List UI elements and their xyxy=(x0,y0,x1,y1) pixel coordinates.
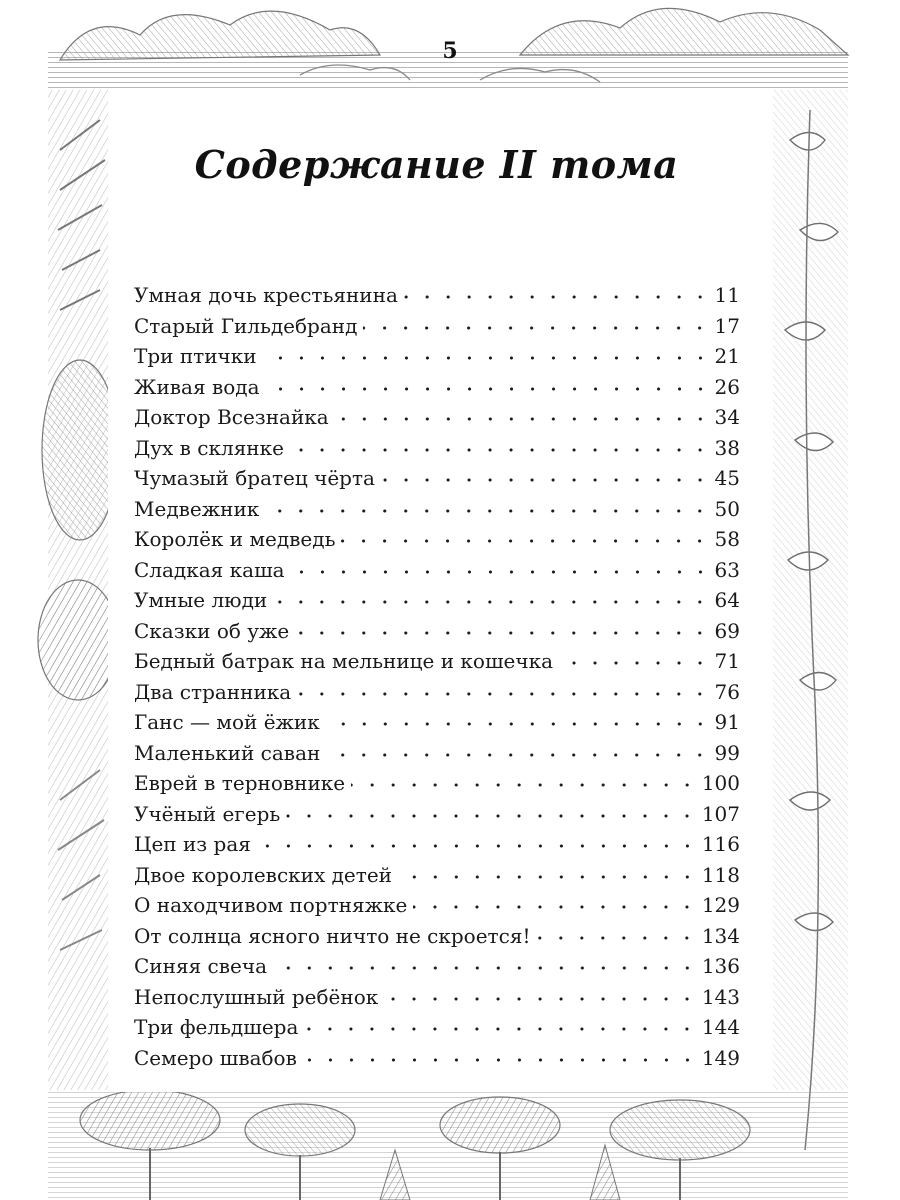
page-title: Содержание II тома xyxy=(194,142,679,187)
toc-entry-page-number: 99 xyxy=(714,740,740,765)
toc-entry-page-number: 116 xyxy=(701,832,740,856)
toc-dot-leader xyxy=(363,313,710,333)
toc-entry-title: Королёк и медведь xyxy=(134,527,336,551)
toc-entry-page-number: 107 xyxy=(701,801,740,826)
toc-entry xyxy=(134,770,740,801)
toc-entry-page-number: 26 xyxy=(714,374,740,399)
toc-dot-leader xyxy=(536,923,697,943)
toc-dot-leader xyxy=(295,618,710,638)
toc-entry-page-number: 118 xyxy=(701,862,740,887)
toc-entry-page-number: 144 xyxy=(701,1015,740,1039)
toc-entry xyxy=(134,923,740,954)
toc-dot-leader xyxy=(404,282,711,302)
toc-entry-title: Медвежник xyxy=(134,496,260,521)
toc-dot-leader xyxy=(290,435,711,455)
toc-entry-title: Умные люди xyxy=(134,588,268,612)
toc-entry xyxy=(134,831,740,862)
toc-entry-title: Маленький саван xyxy=(134,740,321,765)
toc-entry-title: Цеп из рая xyxy=(134,832,251,856)
toc-entry-title: От солнца ясного ничто не скроется! xyxy=(134,923,531,948)
toc-dot-leader xyxy=(257,831,698,851)
toc-dot-leader xyxy=(291,557,711,577)
toc-dot-leader xyxy=(335,404,711,424)
toc-entry-page-number: 11 xyxy=(714,283,740,307)
toc-entry-title: Сказки об уже xyxy=(134,618,290,643)
toc-entry-page-number: 58 xyxy=(714,527,740,551)
toc-entry-title: Умная дочь крестьянина xyxy=(134,283,398,307)
toc-entry xyxy=(134,862,740,893)
toc-entry xyxy=(134,648,740,679)
toc-entry-title: Живая вода xyxy=(134,374,260,399)
toc-dot-leader xyxy=(286,801,698,821)
toc-entry-page-number: 50 xyxy=(714,496,740,521)
toc-entry-page-number: 71 xyxy=(714,649,740,673)
toc-entry-title: Три птички xyxy=(134,344,257,368)
toc-entry xyxy=(134,313,740,344)
toc-entry xyxy=(134,587,740,618)
toc-dot-leader xyxy=(304,1014,697,1034)
toc-entry-page-number: 38 xyxy=(714,435,740,460)
toc-entry-title: Три фельдшера xyxy=(134,1015,299,1039)
right-foliage xyxy=(773,90,848,1150)
toc-entry-title: Старый Гильдебранд xyxy=(134,313,358,338)
toc-entry-page-number: 100 xyxy=(701,771,740,795)
toc-dot-leader xyxy=(381,465,711,485)
toc-entry xyxy=(134,343,740,374)
toc-entry-page-number: 34 xyxy=(714,405,740,429)
toc-dot-leader xyxy=(398,862,698,882)
toc-entry-title: Доктор Всезнайка xyxy=(134,405,329,429)
toc-dot-leader xyxy=(263,343,711,363)
toc-entry-page-number: 45 xyxy=(714,466,740,490)
toc-entry-page-number: 136 xyxy=(701,954,740,978)
toc-entry xyxy=(134,740,740,771)
toc-entry-title: Еврей в терновнике xyxy=(134,771,346,795)
toc-dot-leader xyxy=(351,770,698,790)
toc-dot-leader xyxy=(326,709,711,729)
toc-entry-title: Двое королевских детей xyxy=(134,862,392,887)
toc-entry xyxy=(134,984,740,1015)
toc-entry xyxy=(134,435,740,466)
toc-dot-leader xyxy=(413,892,697,912)
toc-entry-page-number: 149 xyxy=(701,1045,740,1070)
toc-entry-page-number: 76 xyxy=(714,679,740,704)
toc-entry xyxy=(134,526,740,557)
toc-dot-leader xyxy=(297,679,710,699)
toc-entry xyxy=(134,1014,740,1045)
toc-entry-page-number: 17 xyxy=(714,313,740,338)
toc-entry-title: Бедный батрак на мельнице и кошечка xyxy=(134,649,554,673)
toc-entry xyxy=(134,892,740,923)
toc-entry-title: Учёный егерь xyxy=(134,801,281,826)
page-number: 5 xyxy=(442,38,458,64)
toc-entry xyxy=(134,557,740,588)
toc-dot-leader xyxy=(266,374,711,394)
left-foliage xyxy=(38,90,118,1090)
toc-entry xyxy=(134,1045,740,1076)
toc-dot-leader xyxy=(341,526,710,546)
toc-dot-leader xyxy=(559,648,711,668)
toc-entry-title: Синяя свеча xyxy=(134,954,267,978)
toc-entry-page-number: 69 xyxy=(714,618,740,643)
toc-entry xyxy=(134,404,740,435)
toc-entry-page-number: 143 xyxy=(701,984,740,1009)
toc-entry-page-number: 129 xyxy=(701,893,740,917)
toc-entry-title: Ганс — мой ёжик xyxy=(134,710,320,734)
toc-entry-page-number: 91 xyxy=(714,710,740,734)
toc-entry-title: О находчивом портняжке xyxy=(134,893,408,917)
toc-entry-page-number: 63 xyxy=(714,557,740,582)
toc-entry xyxy=(134,465,740,496)
toc-dot-leader xyxy=(273,953,698,973)
bottom-trees xyxy=(48,1090,848,1200)
toc-entry-title: Непослушный ребёнок xyxy=(134,984,379,1009)
table-of-contents xyxy=(134,282,740,1075)
toc-entry xyxy=(134,282,740,313)
toc-entry-title: Дух в склянке xyxy=(134,435,284,460)
toc-entry xyxy=(134,496,740,527)
toc-entry-title: Семеро швабов xyxy=(134,1045,297,1070)
toc-entry-page-number: 64 xyxy=(714,588,740,612)
toc-entry-title: Сладкая каша xyxy=(134,557,285,582)
toc-entry-page-number: 134 xyxy=(701,923,740,948)
toc-dot-leader xyxy=(265,496,710,516)
toc-entry xyxy=(134,679,740,710)
toc-entry xyxy=(134,618,740,649)
toc-dot-leader xyxy=(303,1045,698,1065)
toc-entry-title: Два странника xyxy=(134,679,292,704)
toc-dot-leader xyxy=(384,984,698,1004)
toc-entry xyxy=(134,801,740,832)
toc-dot-leader xyxy=(326,740,710,760)
toc-dot-leader xyxy=(273,587,710,607)
toc-entry-title: Чумазый братец чёрта xyxy=(134,466,375,490)
toc-entry xyxy=(134,709,740,740)
toc-entry xyxy=(134,953,740,984)
toc-entry xyxy=(134,374,740,405)
toc-entry-page-number: 21 xyxy=(714,344,740,368)
